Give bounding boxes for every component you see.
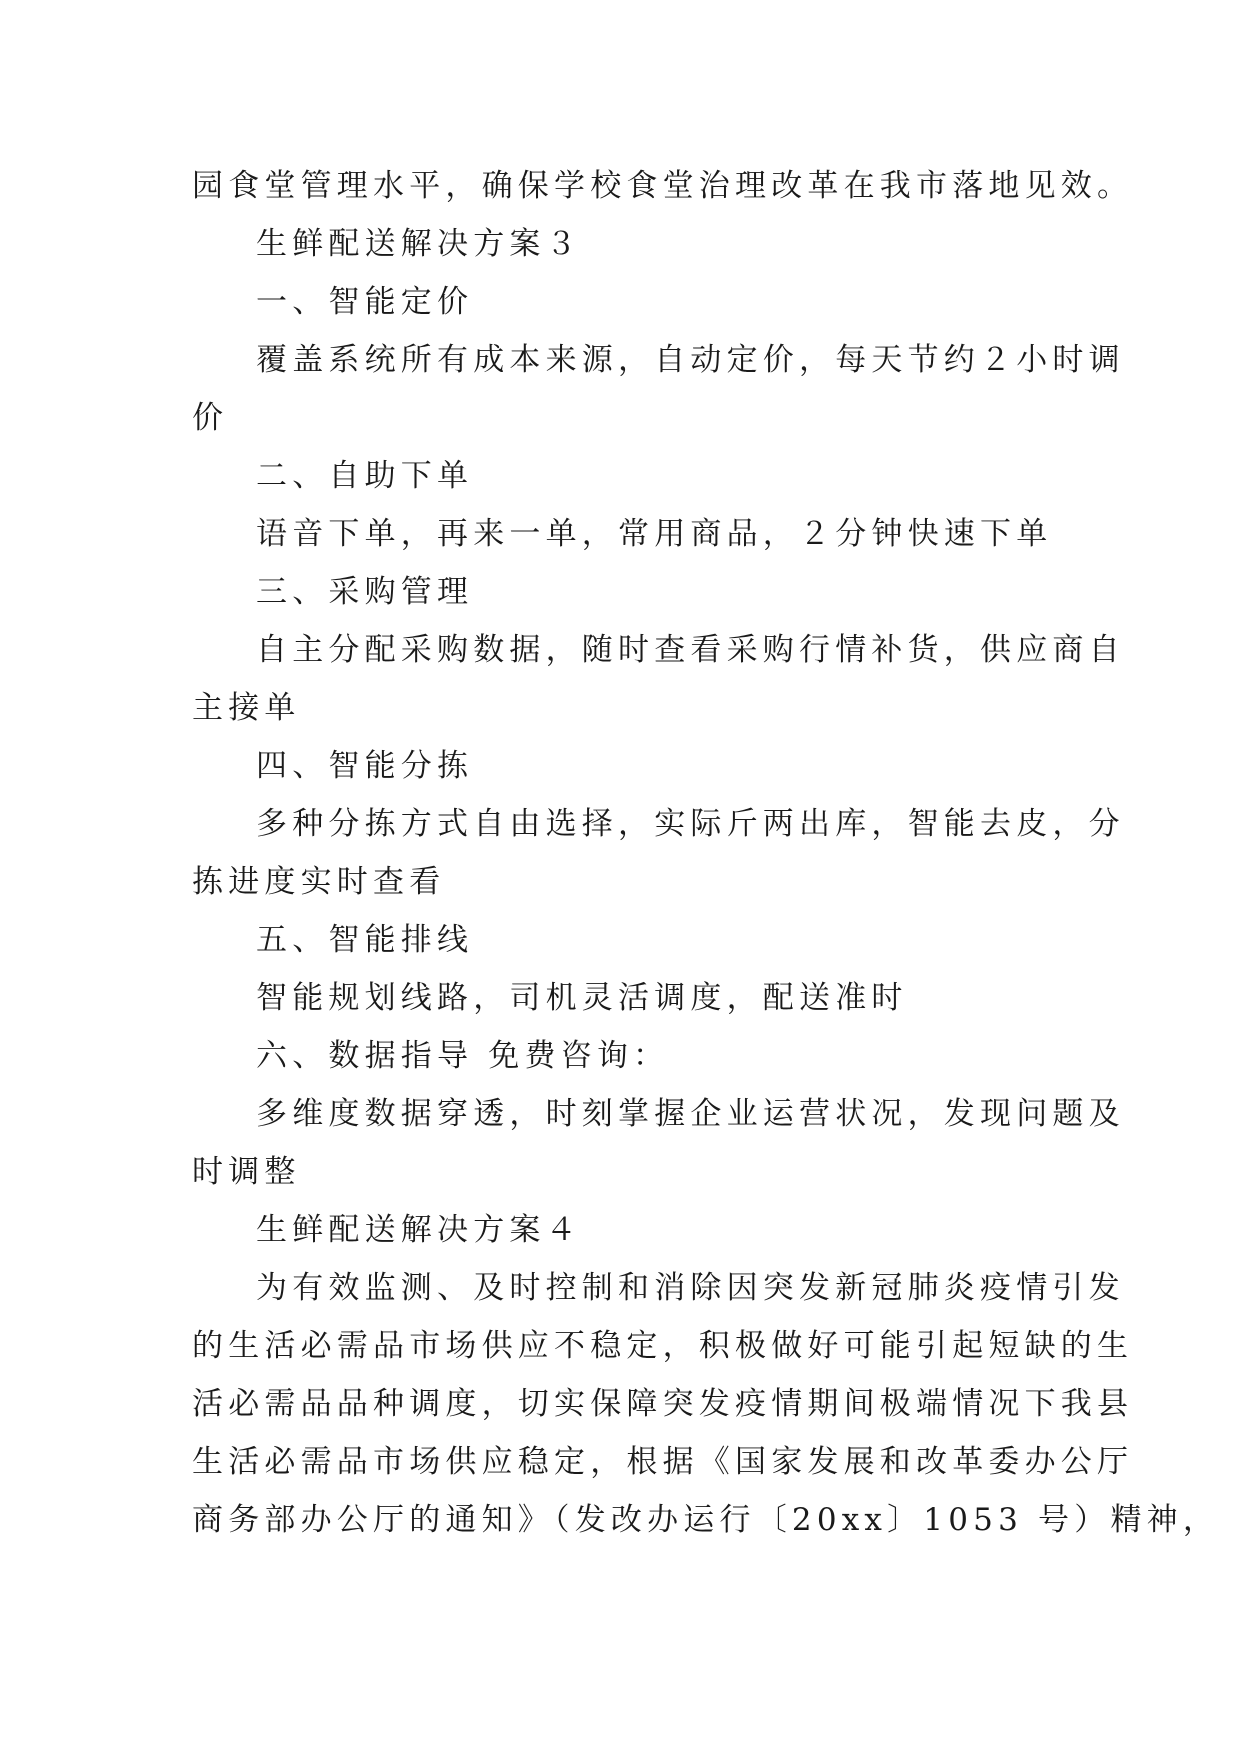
item-heading: 三、采购管理 [256, 574, 474, 610]
section-heading: 生鲜配送解决方案３ [256, 226, 582, 262]
body-text-line: 时调整 [192, 1154, 301, 1190]
body-text-line: 生活必需品市场供应稳定，根据《国家发展和改革委办公厅 [192, 1444, 1134, 1480]
body-text-line: 多种分拣方式自由选择，实际斤两出库，智能去皮，分 [256, 806, 1125, 842]
body-text-line: 语音下单，再来一单，常用商品，２分钟快速下单 [256, 516, 1053, 552]
body-text-line: 园食堂管理水平，确保学校食堂治理改革在我市落地见效。 [192, 168, 1134, 204]
body-text-line: 自主分配采购数据，随时查看采购行情补货，供应商自 [256, 632, 1125, 668]
body-text-line: 价 [192, 400, 229, 436]
item-heading: 一、智能定价 [256, 284, 474, 320]
item-heading: 五、智能排线 [256, 922, 474, 958]
body-text-line: 的生活必需品市场供应不稳定，积极做好可能引起短缺的生 [192, 1328, 1134, 1364]
body-text-line: 活必需品品种调度，切实保障突发疫情期间极端情况下我县 [192, 1386, 1134, 1422]
item-heading: 六、数据指导 免费咨询： [256, 1038, 670, 1074]
body-text-line: 商务部办公厅的通知》（发改办运行〔20xx〕1053 号）精神， [192, 1502, 1220, 1538]
body-text-line: 覆盖系统所有成本来源，自动定价，每天节约２小时调 [256, 342, 1125, 378]
body-text-line: 主接单 [192, 690, 301, 726]
body-text-line: 为有效监测、及时控制和消除因突发新冠肺炎疫情引发 [256, 1270, 1125, 1306]
body-text-line: 智能规划线路，司机灵活调度，配送准时 [256, 980, 908, 1016]
item-heading: 四、智能分拣 [256, 748, 474, 784]
section-heading: 生鲜配送解决方案４ [256, 1212, 582, 1248]
item-heading: 二、自助下单 [256, 458, 474, 494]
body-text-line: 多维度数据穿透，时刻掌握企业运营状况，发现问题及 [256, 1096, 1125, 1132]
body-text-line: 拣进度实时查看 [192, 864, 446, 900]
